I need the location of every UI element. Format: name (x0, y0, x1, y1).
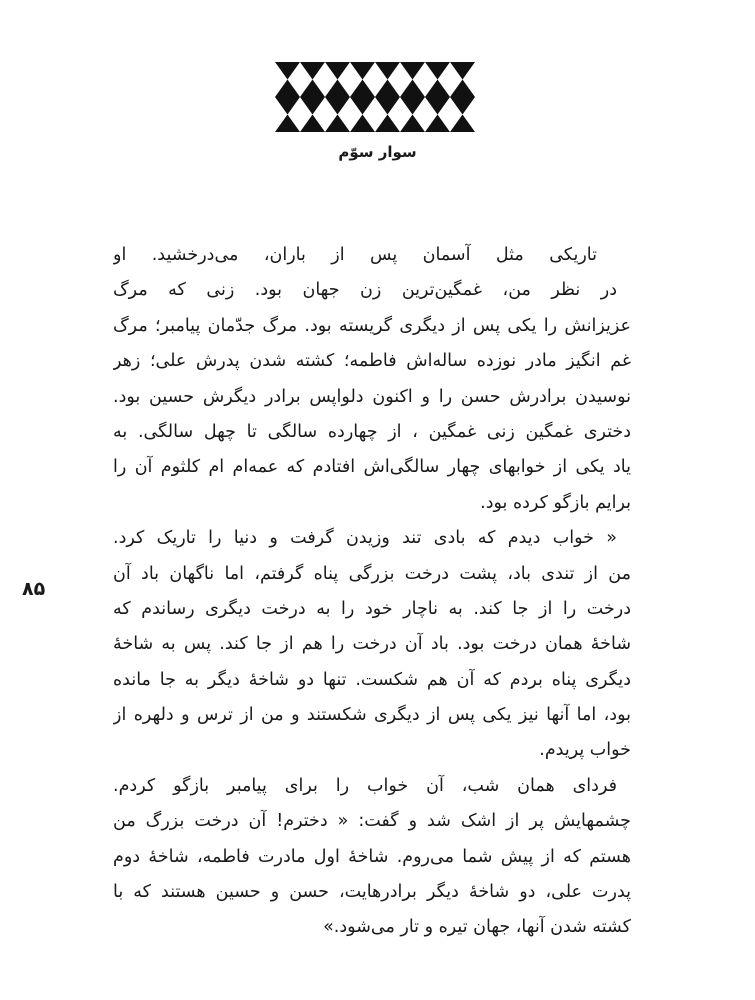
body-text (113, 238, 631, 946)
text-line: در نظر من، غمگین‌ترین زن جهان بود. زنی که مرگ (113, 280, 617, 301)
text-line: پدرت علی، دو شاخهٔ دیگر برادرهایت، حسن و حسین هستند که با (113, 882, 631, 903)
text-line: کشته شدن آنها، جهان تیره و تار می‌شود.» (323, 917, 631, 938)
text-line: هستم که از پیش شما می‌روم. شاخهٔ اول مادرت فاطمه، شاخهٔ دوم (113, 846, 631, 867)
text-line: برایم بازگو کرده بود. (480, 492, 631, 513)
text-line: غم انگیز مادر نوزده ساله‌اش فاطمه؛ کشته شدن پدرش علی؛ زهر (113, 351, 631, 372)
text-line: دختری غمگین زنی غمگین ، از چهارده سالگی تا چهل سالگی. به (113, 421, 631, 442)
page-number: ۸۵ (22, 578, 46, 600)
text-line: نوسیدن برادرش حسن را و اکنون دلواپس برادر دیگرش حسین بود. (113, 386, 631, 407)
text-line: درخت را از جا کند. به ناچار خود را به درخت دیگری رساندم که (113, 598, 631, 619)
chapter-title: سوار سوّم (338, 143, 417, 161)
text-line: تاریکی مثل آسمان پس از باران، می‌درخشید. او (113, 245, 597, 265)
text-line: عزیزانش را یکی پس از دیگری گریسته بود. مرگ جدّمان پیامبر؛ مرگ (113, 315, 631, 336)
triangle-ornament (275, 62, 475, 132)
text-line: شاخهٔ همان درخت بود. باد آن درخت را هم از جا کند. پس به شاخهٔ (113, 634, 631, 655)
text-line: فردای همان شب، آن خواب را برای پیامبر بازگو کردم. (113, 775, 617, 796)
text-line: من از تندی باد، پشت درخت بزرگی پناه گرفتم، اما ناگهان باد آن (113, 563, 631, 584)
text-line: خواب پریدم. (539, 740, 631, 761)
text-line: چشمهایش پر از اشک شد و گفت: « دخترم! آن درخت بزرگ من (113, 811, 631, 832)
text-line: بود، اما آنها نیز یکی پس از دیگری شکستند و من از ترس و دلهره از (113, 705, 631, 726)
text-line: دیگری پناه بردم که آن هم شکست. تنها دو شاخهٔ دیگر به جا مانده (113, 669, 631, 690)
text-line: « خواب دیدم که بادی تند وزیدن گرفت و دنیا را تاریک کرد. (113, 528, 617, 549)
text-line: یاد یکی از خوابهای چهار سالگی‌اش افتادم که عمه‌ام ام کلثوم آن را (113, 457, 631, 478)
